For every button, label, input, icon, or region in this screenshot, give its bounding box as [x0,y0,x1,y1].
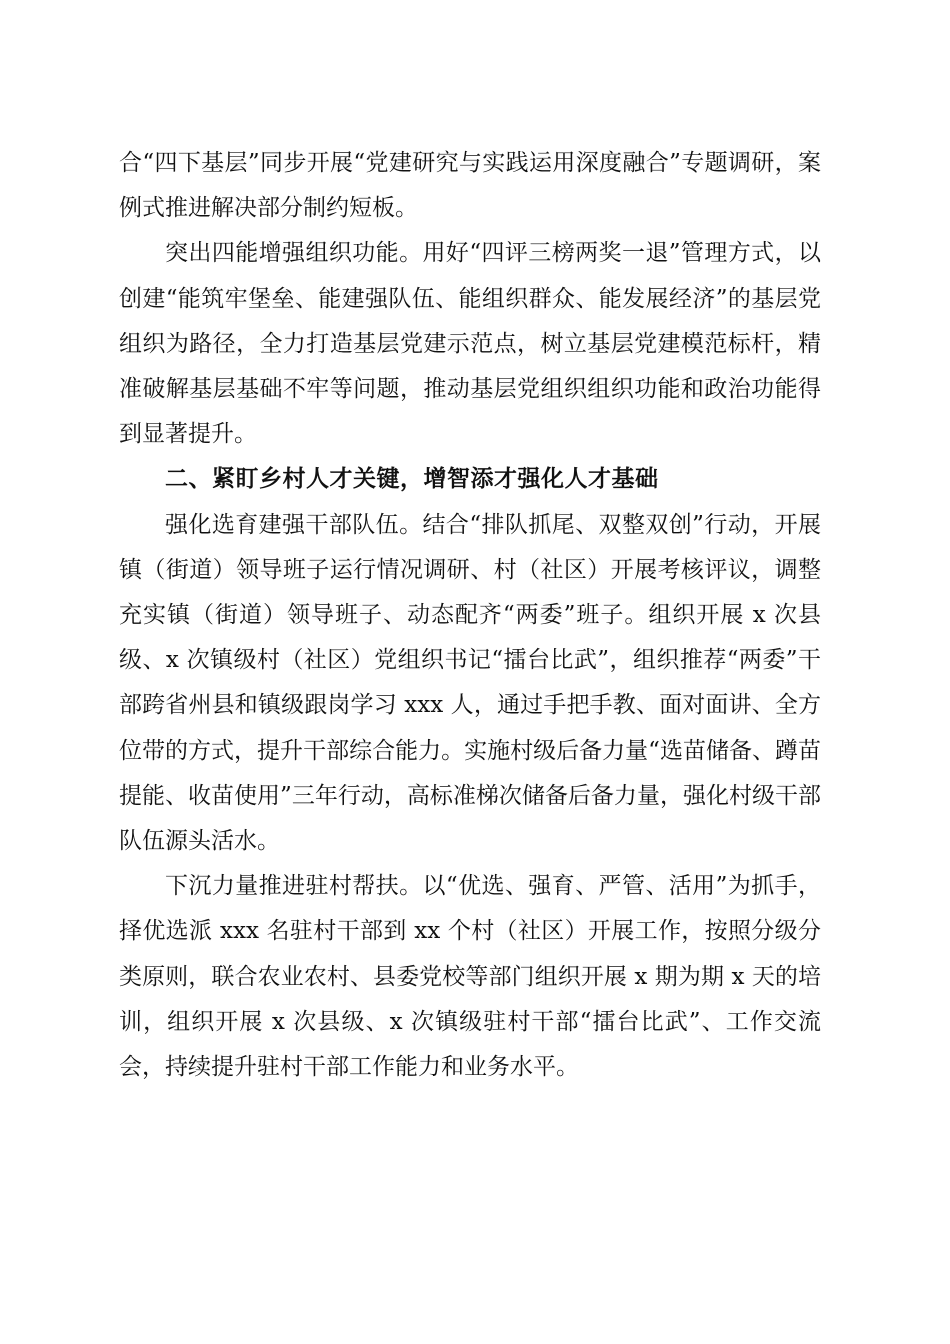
paragraph-continuation: 合“四下基层”同步开展“党建研究与实践运用深度融合”专题调研，案例式推进解决部分制约短板。 [119,150,821,222]
paragraph-cadre-training: 强化选育建强干部队伍。结合“排队抓尾、双整双创”行动，开展镇（街道）领导班子运行情况调研、村（社区）开展考核评议，调整充实镇（街道）领导班子、动态配齐“两委”班子。组织开展 x 次县级、x 次镇级村（社区）党组织书记“擂台比武”，组织推荐“两委”干部跨省州县和镇级跟岗学习 xxx 人，通过手把手教、面对面讲、全方位带的方式，提升干部综合能力。实施村级后备力量“选苗储备、蹲苗提能、收苗使用”三年行动，高标准梯次储备后备力量，强化村级干部队伍源头活水。 [119,511,821,855]
paragraph-organization-function: 突出四能增强组织功能。用好“四评三榜两奖一退”管理方式，以创建“能筑牢堡垒、能建强队伍、能组织群众、能发展经济”的基层党组织为路径，全力打造基层党建示范点，树立基层党建模范标杆，精准破解基层基础不牢等问题，推动基层党组织组织功能和政治功能得到显著提升。 [119,240,821,448]
paragraph-village-assistance: 下沉力量推进驻村帮扶。以“优选、强育、严管、活用”为抓手，择优选派 xxx 名驻村干部到 xx 个村（社区）开展工作，按照分级分类原则，联合农业农村、县委党校等部门组织开展 x 期为期 x 天的培训，组织开展 x 次县级、x 次镇级驻村干部“擂台比武”、工作交流会，持续提升驻村干部工作能力和业务水平。 [119,873,821,1081]
section-heading-talent: 二、紧盯乡村人才关键，增智添才强化人才基础 [165,466,659,493]
document-body [119,141,821,1090]
